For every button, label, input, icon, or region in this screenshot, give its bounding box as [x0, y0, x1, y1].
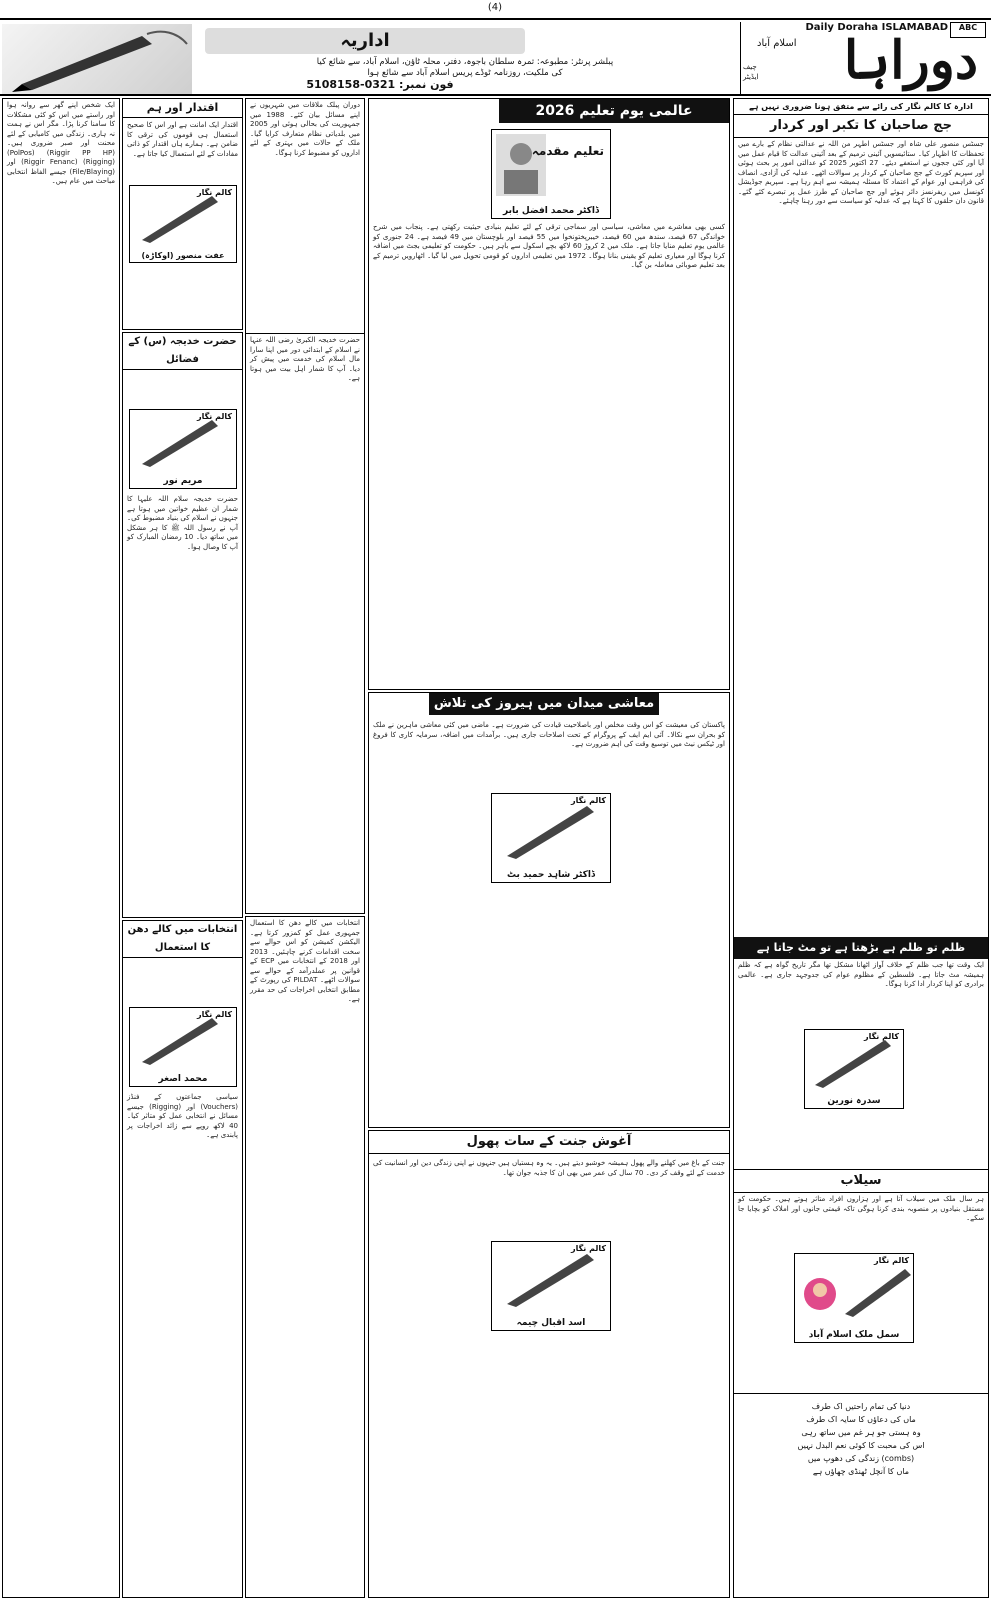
middle-text-a: دوران پبلک ملاقات میں شہریوں نے اپنے مسائل بیان کئے۔ 1988 میں جمہوریت کی بحالی ہوئی اور 2005 میں بلدیاتی نظام متعارف کرایا گیا۔ ملک کے حالات میں بہتری کے لئے اداروں کو مضبوط کرنا ہوگا۔	[250, 101, 360, 157]
byline-iffat	[129, 185, 237, 263]
header-bar	[0, 18, 991, 96]
election-title: انتخابات میں کالے دھن کا استعمال	[123, 921, 242, 958]
power-title: اقتدار اور ہم	[123, 99, 242, 118]
publisher-line-1: پبلشر پرنٹر: مطبوعہ: ثمرہ سلطان باجوہ، دفتر، محلہ ٹاؤن، اسلام آباد، سے شائع کیا	[316, 57, 614, 67]
left-text: ایک شخص اپنے گھر سے روانہ ہوا اور راستے میں اس کو کئی مشکلات کا سامنا کرنا پڑا۔ مگر اس نے ہمت نہ ہاری۔ زندگی میں کامیابی کے لئے محنت اور صبر ضروری ہیں۔ (Riggir PP HP) (PolPos) (Rigging) (Riggir Fenanc) اور (File/Blaying) جیسے الفاظ انتخابی مباحث میں عام ہیں۔	[7, 101, 115, 185]
middle-column	[245, 98, 365, 914]
oppression-title: ظلم تو ظلم ہے بڑھتا ہے تو مٹ جاتا ہے	[734, 937, 988, 959]
poem-line: (combs) زندگی کی دھوپ میں	[807, 1454, 915, 1463]
khadija-article	[122, 332, 243, 918]
columnist-label: کالم نگار	[874, 1256, 909, 1265]
byline-asghar	[129, 1007, 237, 1087]
power-text: اقتدار ایک امانت ہے اور اس کا صحیح استعمال ہی قوموں کی ترقی کا ضامن ہے۔ ہمارے ہاں اقتدار کو ذاتی مفادات کے لئے استعمال کیا جاتا ہے۔	[127, 121, 238, 158]
education-article	[368, 98, 730, 690]
masthead-city: اسلام آباد	[757, 38, 797, 49]
columnist-label: کالم نگار	[197, 412, 232, 421]
khadija-text: حضرت خدیجہ سلام اللہ علیہا کا شمار ان عظیم خواتین میں ہوتا ہے جنہوں نے اسلام کی بنیاد مضبوط کی۔ آپ نے رسول اللہ ﷺ کا ہر مشکل میں ساتھ دیا۔ 10 رمضان المبارک کو آپ کا وصال ہوا۔	[127, 495, 238, 551]
masthead-urdu: دوراہا	[843, 30, 978, 91]
masthead-english: Daily Doraha ISLAMABAD	[805, 22, 948, 33]
publisher-line-2: کی ملکیت، روزنامہ ٹوڈے پریس اسلام آباد سے شائع ہوا	[367, 68, 563, 78]
left-column	[2, 98, 120, 1598]
election-text: سیاسی جماعتوں کے فنڈز (Vouchers) اور (Rigging) جیسے مسائل نے انتخابی عمل کو متاثر کیا۔ 40 لاکھ روپے سے زائد اخراجات پر پابندی ہے۔	[127, 1093, 238, 1139]
author-iffat: عفت منصور (اوکاڑہ)	[141, 251, 225, 260]
flood-text: ہر سال ملک میں سیلاب آتا ہے اور ہزاروں افراد متاثر ہوتے ہیں۔ حکومت کو مستقل بنیادوں پر منصوبہ بندی کرنا ہوگی تاکہ قیمتی جانوں اور املاک کو بچایا جا سکے۔	[738, 1195, 984, 1222]
poem-line: ماں کا آنچل ٹھنڈی چھاؤں ہے	[812, 1467, 910, 1476]
author-photo-icon	[492, 130, 612, 200]
economy-article	[368, 692, 730, 1128]
byline-afzal	[491, 129, 611, 219]
author-afzal: ڈاکٹر محمد افضل بابر	[503, 206, 599, 216]
judges-text: جسٹس منصور علی شاہ اور جسٹس اطہر من اللہ نے عدالتی نظام کے بارے میں تحفظات کا اظہار کیا۔ ستائیسویں آئینی ترمیم کے بعد آئینی عدالت کا قیام عمل میں آیا اور کئی ججوں نے استعفے دیئے۔ 27 اکتوبر 2025 کو عدالتی امور پر بحث ہوئی اور سپریم کورٹ کے جج صاحبان کے کردار پر سوالات اٹھے۔ عدلیہ کی آزادی، انصاف کی فراہمی اور عوام کے اعتماد کا مسئلہ ہمیشہ سے اہم رہا ہے۔ سپریم جوڈیشل کونسل میں ریفرنسز دائر ہوئے اور جج صاحبان کے طرز عمل پر تبصرے کئے گئے۔ قانون دان حلقوں کا کہنا ہے کہ عدلیہ کو سیاست سے دور رہنا چاہئے۔	[738, 140, 984, 205]
phone-number: فون نمبر: 0321-5108158	[306, 78, 454, 91]
poem	[734, 1393, 988, 1478]
masthead-meta: چیف ایڈیٹر	[743, 63, 759, 81]
garden-text: جنت کے باغ میں کھلنے والے پھول ہمیشہ خوشبو دیتے ہیں۔ یہ وہ ہستیاں ہیں جنہوں نے اپنی زندگی دین اور انسانیت کی خدمت کے لئے وقف کر دی۔ 70 سال کی عمر میں بھی ان کا جذبہ جوان تھا۔	[373, 1159, 725, 1177]
author-samal: سمل ملک اسلام آباد	[808, 1330, 900, 1340]
author-maryam: مریم نور	[163, 476, 203, 486]
poem-line: ماں کی دعاؤں کا سایہ اک طرف	[806, 1415, 916, 1424]
middle-text-b: حضرت خدیجہ الکبریٰ رضی اللہ عنہا نے اسلام کے ابتدائی دور میں اپنا سارا مال اسلام کی خدمت میں پیش کر دیا۔ آپ کا شمار اہل بیت میں ہوتا ہے۔	[246, 333, 364, 908]
education-subtitle: تعلیم مقدمہ	[531, 144, 604, 158]
education-text: کسی بھی معاشرے میں معاشی، سیاسی اور سماجی ترقی کے لئے تعلیم بنیادی حیثیت رکھتی ہے۔ پنجاب میں شرح خواندگی 67 فیصد، سندھ میں 60 فیصد، خیبرپختونخوا میں 55 فیصد اور بلوچستان میں 49 فیصد ہے۔ 24 جنوری کو عالمی یوم تعلیم منایا جاتا ہے۔ ملک میں 2 کروڑ 60 لاکھ بچے اسکول سے باہر ہیں۔ حکومت کو تعلیمی بجٹ میں اضافہ کرنا ہوگا اور معیاری تعلیم کو یقینی بنانا ہوگا۔ 1972 میں تعلیمی اداروں کو قومی تحویل میں لیا گیا۔ اٹھارویں ترمیم کے بعد تعلیم صوبائی معاملہ بن گیا۔	[373, 223, 726, 269]
poem-line: دنیا کی تمام راحتیں اک طرف	[811, 1402, 911, 1411]
poem-line: وہ ہستی جو ہر غم میں ساتھ رہی	[801, 1428, 921, 1437]
editorial-title: اداریہ	[205, 28, 525, 54]
economy-text: پاکستان کی معیشت کو اس وقت مخلص اور باصلاحیت قیادت کی ضرورت ہے۔ ماضی میں کئی معاشی ماہرین نے ملک کو بحران سے نکالا۔ آئی ایم ایف کے پروگرام کے تحت اصلاحات جاری ہیں۔ برآمدات میں اضافہ، سرمایہ کاری کا فروغ اور ٹیکس نیٹ میں توسیع وقت کی اہم ضرورت ہے۔	[373, 721, 725, 748]
abc-badge: ABC	[950, 22, 986, 38]
columnist-label: کالم نگار	[197, 188, 232, 197]
judges-title: جج صاحبان کا تکبر اور کردار	[734, 115, 988, 138]
garden-article	[368, 1130, 730, 1598]
byline-maryam	[129, 409, 237, 489]
masthead	[740, 22, 988, 96]
columnist-label: کالم نگار	[571, 1244, 606, 1253]
power-article	[122, 98, 243, 330]
middle-column-lower	[245, 916, 365, 1598]
author-shahid: ڈاکٹر شاہد حمید بٹ	[506, 870, 595, 880]
columnist-label: کالم نگار	[197, 1010, 232, 1019]
garden-title: آغوش جنت کے سات پھول	[369, 1131, 729, 1154]
economy-title: معاشی میدان میں ہیروز کی تلاش	[429, 693, 659, 715]
education-title: عالمی یوم تعلیم 2026	[499, 99, 729, 123]
disclaimer-note: ادارہ کا کالم نگار کی رائے سے متفق ہونا ضروری نہیں ہے	[734, 99, 988, 115]
middle-text-c: انتخابات میں کالے دھن کا استعمال جمہوری عمل کو کمزور کرتا ہے۔ الیکشن کمیشن کو اس حوالے سے سخت اقدامات کرنے چاہئیں۔ 2013 اور 2018 کے انتخابات میں ECP کے قوانین پر عملدرآمد کے حوالے سے سوالات اٹھے۔ PILDAT کی رپورٹ کے مطابق انتخابی اخراجات کی حد مقرر ہے۔	[250, 919, 360, 1003]
byline-samal	[794, 1253, 914, 1343]
pen-banner	[2, 24, 192, 94]
right-column	[733, 98, 989, 1598]
pen-icon	[2, 24, 192, 94]
oppression-text: ایک وقت تھا جب ظلم کے خلاف آواز اٹھانا مشکل تھا مگر تاریخ گواہ ہے کہ ظلم ہمیشہ مٹ جاتا ہے۔ فلسطین کے مظلوم عوام کی جدوجہد جاری ہے۔ عالمی برادری کو اپنا کردار ادا کرنا ہوگا۔	[738, 961, 984, 988]
poem-line: اس کی محبت کا کوئی نعم البدل نہیں	[797, 1441, 925, 1450]
khadija-title: حضرت خدیجہ (س) کے فضائل	[123, 333, 242, 370]
byline-sidra	[804, 1029, 904, 1109]
columnist-label: کالم نگار	[864, 1032, 899, 1041]
author-asghar: محمد اصغر	[158, 1074, 208, 1084]
flood-title: سیلاب	[734, 1169, 988, 1193]
author-asad: اسد اقبال چیمہ	[516, 1318, 586, 1328]
election-article	[122, 920, 243, 1598]
author-sidra: سدرہ نورین	[827, 1096, 881, 1106]
page-number: (4)	[487, 2, 503, 13]
columnist-label: کالم نگار	[571, 796, 606, 805]
